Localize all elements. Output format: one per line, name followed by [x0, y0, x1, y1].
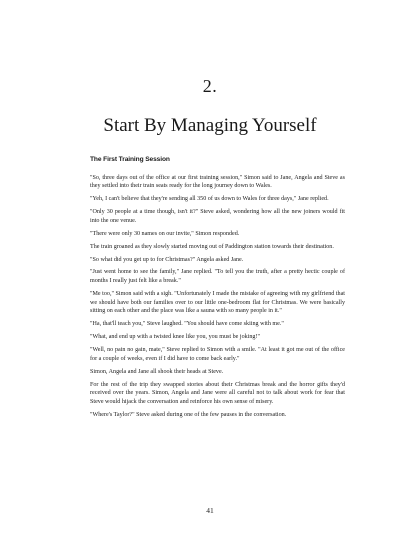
- paragraph: "Where's Taylor?" Steve asked during one of the few pauses in the conversation.: [90, 411, 287, 418]
- paragraph: "Well, no pain no gain, mate," Steve replied to Simon with a smile. "At least it got me out of the office for a couple of weeks, even if I did have to come back early.": [90, 347, 345, 362]
- page-number: 41: [206, 506, 214, 515]
- paragraph: "What, and end up with a twisted knee like you, you must be joking!": [90, 334, 260, 341]
- paragraph: For the rest of the trip they swapped stories about their Christmas break and the horror gifts they'd received over the years. Simon, Angela and Jane were all careful not to talk about work for fear that Steve would hijack the conversation and reinforce his own sense of misery.: [90, 381, 345, 406]
- paragraph: "Me too," Simon said with a sigh. "Unfortunately I made the mistake of agreeing with my girlfriend that we should have both our families over to our little one-bedroom flat for Christmas. We were basically sitting on each other and the place was like a sauna with so many people in it.": [90, 291, 345, 315]
- paragraph: "Ha, that'll teach you," Steve laughed. "You should have come skiing with me.": [90, 321, 284, 328]
- paragraph: Simon, Angela and Jane all shook their heads at Steve.: [90, 368, 224, 375]
- body-text: [90, 156, 345, 424]
- paragraph: "Yeh, I can't believe that they're sending all 350 of us down to Wales for three days," Jane replied.: [90, 196, 329, 203]
- paragraph: "Only 30 people at a time though, isn't it?" Steve asked, wondering how all the new joiners would fit into the one venue.: [90, 209, 345, 224]
- paragraph: The train groaned as they slowly started moving out of Paddington station towards their destination.: [90, 243, 334, 250]
- paragraph: "So, three days out of the office at our first training session," Simon said to Jane, Angela and Steve as they settled into their train seats ready for the long journey down to Wales.: [90, 174, 345, 190]
- paragraph: "Just went home to see the family," Jane replied. "To tell you the truth, after a pretty hectic couple of months I really just felt like a break.": [90, 269, 345, 285]
- chapter-number: 2.: [202, 76, 218, 96]
- chapter-title: Start By Managing Yourself: [103, 115, 317, 136]
- section-heading: The First Training Session: [90, 156, 170, 163]
- paragraph: "There were only 30 names on our invite," Simon responded.: [90, 230, 240, 237]
- paragraph: "So what did you get up to for Christmas?" Angela asked Jane.: [90, 256, 244, 263]
